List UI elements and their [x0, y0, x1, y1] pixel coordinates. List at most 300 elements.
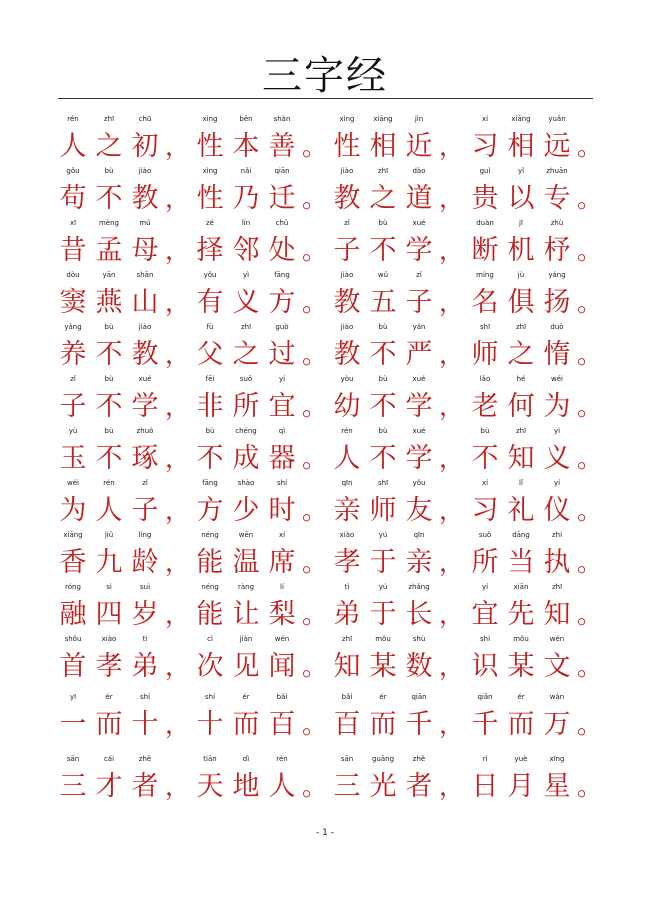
- hanzi: 四: [95, 599, 123, 630]
- hanzi: 性: [196, 183, 224, 214]
- pinyin: zhí: [551, 531, 563, 539]
- punctuation: 。: [302, 652, 328, 681]
- hanzi: 母: [131, 235, 159, 266]
- pinyin: chū: [138, 115, 152, 123]
- pinyin: wén: [274, 635, 290, 643]
- pinyin: fù: [206, 323, 214, 331]
- pinyin: yān: [102, 271, 116, 279]
- character-cell: [127, 219, 163, 269]
- hanzi: 处: [268, 235, 296, 266]
- hanzi: 机: [507, 235, 535, 266]
- pinyin: zǐ: [70, 375, 76, 383]
- punctuation: 。: [577, 392, 603, 421]
- pinyin: xí: [278, 531, 286, 539]
- pinyin: bù: [104, 167, 114, 175]
- character-cell: [401, 219, 437, 269]
- pinyin: wéi: [551, 375, 563, 383]
- hanzi: 苟: [59, 183, 87, 214]
- pinyin: xiān: [513, 583, 529, 591]
- pinyin: yí: [553, 479, 561, 487]
- punctuation: 。: [577, 340, 603, 369]
- hanzi: 义: [543, 443, 571, 474]
- hanzi: 千: [471, 709, 499, 740]
- pinyin: lǐ: [519, 479, 523, 487]
- hanzi: 子: [131, 495, 159, 526]
- hanzi: 燕: [95, 287, 123, 318]
- pinyin: zǐ: [142, 479, 148, 487]
- hanzi: 知: [507, 443, 535, 474]
- hanzi: 非: [196, 391, 224, 422]
- character-cell: [401, 271, 437, 321]
- hanzi: 教: [131, 183, 159, 214]
- pinyin: lǎo: [479, 375, 491, 383]
- hanzi: 师: [369, 495, 397, 526]
- hanzi: 学: [405, 443, 433, 474]
- hanzi: 不: [95, 339, 123, 370]
- hanzi: 不: [95, 391, 123, 422]
- hanzi: 之: [232, 339, 260, 370]
- pinyin: róng: [65, 583, 81, 591]
- hanzi: 而: [95, 709, 123, 740]
- punctuation: ，: [165, 444, 191, 473]
- pinyin: dāng: [512, 531, 530, 539]
- punctuation: 。: [302, 288, 328, 317]
- hanzi: 十: [131, 709, 159, 740]
- hanzi: 三: [59, 771, 87, 802]
- pinyin: bù: [104, 323, 114, 331]
- character-cell: [401, 323, 437, 373]
- pinyin: yǐ: [517, 167, 525, 175]
- hanzi: 天: [196, 771, 224, 802]
- pinyin: mǒu: [375, 635, 391, 643]
- pinyin: yú: [378, 583, 388, 591]
- pinyin: zhī: [377, 167, 389, 175]
- character-cell: [264, 271, 300, 321]
- hanzi: 名: [471, 287, 499, 318]
- character-cell: [127, 635, 163, 685]
- hanzi: 习: [471, 131, 499, 162]
- pinyin: hé: [516, 375, 526, 383]
- hanzi: 之: [507, 339, 535, 370]
- verse-line: [55, 115, 603, 165]
- pinyin: duàn: [476, 219, 494, 227]
- hanzi: 不: [369, 443, 397, 474]
- pinyin: zhī: [515, 323, 527, 331]
- hanzi: 严: [405, 339, 433, 370]
- character-cell: [127, 427, 163, 477]
- hanzi: 不: [369, 339, 397, 370]
- hanzi: 仪: [543, 495, 571, 526]
- pinyin: fāng: [202, 479, 218, 487]
- hanzi: 老: [471, 391, 499, 422]
- pinyin: zé: [206, 219, 214, 227]
- pinyin: zhù: [550, 219, 564, 227]
- pinyin: jiào: [138, 323, 152, 331]
- verse-line: [55, 375, 603, 425]
- punctuation: ，: [165, 710, 191, 739]
- pinyin: běn: [239, 115, 253, 123]
- hanzi: 长: [405, 599, 433, 630]
- hanzi: 父: [196, 339, 224, 370]
- character-cell: [127, 375, 163, 425]
- character-cell: [264, 167, 300, 217]
- character-cell: [401, 635, 437, 685]
- character-cell: [401, 427, 437, 477]
- hanzi: 十: [196, 709, 224, 740]
- character-cell: [127, 583, 163, 633]
- pinyin: ér: [105, 693, 113, 701]
- pinyin: jiǔ: [104, 531, 114, 539]
- hanzi: 五: [369, 287, 397, 318]
- hanzi: 学: [131, 391, 159, 422]
- pinyin: zhuān: [546, 167, 568, 175]
- pinyin: yí: [278, 375, 286, 383]
- character-cell: [539, 323, 575, 373]
- hanzi: 百: [333, 709, 361, 740]
- pinyin: fēi: [205, 375, 215, 383]
- pinyin: rén: [67, 115, 79, 123]
- pinyin: jī: [519, 219, 523, 227]
- pinyin: xīng: [549, 755, 565, 763]
- hanzi: 能: [196, 599, 224, 630]
- pinyin: qiān: [274, 167, 290, 175]
- pinyin: líng: [138, 531, 152, 539]
- pinyin: yì: [553, 427, 561, 435]
- pinyin: wēn: [238, 531, 254, 539]
- pinyin: rì: [482, 755, 488, 763]
- verse-line: [55, 271, 603, 321]
- punctuation: 。: [577, 236, 603, 265]
- punctuation: ，: [165, 652, 191, 681]
- title-divider: [58, 98, 593, 99]
- pinyin: qiān: [411, 693, 427, 701]
- pinyin: cái: [103, 755, 115, 763]
- hanzi: 孝: [333, 547, 361, 578]
- pinyin: sān: [66, 755, 80, 763]
- hanzi: 教: [333, 183, 361, 214]
- pinyin: shī: [479, 323, 491, 331]
- pinyin: yòu: [340, 375, 354, 383]
- punctuation: 。: [302, 548, 328, 577]
- pinyin: zhī: [103, 115, 115, 123]
- punctuation: ，: [165, 340, 191, 369]
- pinyin: yǒu: [203, 271, 217, 279]
- hanzi: 孝: [95, 651, 123, 682]
- pinyin: dì: [242, 755, 250, 763]
- hanzi: 而: [232, 709, 260, 740]
- hanzi: 融: [59, 599, 87, 630]
- hanzi: 人: [95, 495, 123, 526]
- hanzi: 知: [543, 599, 571, 630]
- pinyin: shī: [377, 479, 389, 487]
- hanzi: 亲: [333, 495, 361, 526]
- punctuation: ，: [439, 496, 465, 525]
- hanzi: 不: [196, 443, 224, 474]
- hanzi: 不: [471, 443, 499, 474]
- pinyin: míng: [476, 271, 494, 279]
- hanzi: 时: [268, 495, 296, 526]
- punctuation: 。: [302, 496, 328, 525]
- hanzi: 幼: [333, 391, 361, 422]
- pinyin: xiào: [101, 635, 117, 643]
- hanzi: 一: [59, 709, 87, 740]
- hanzi: 乃: [232, 183, 260, 214]
- character-cell: [127, 115, 163, 165]
- pinyin: bù: [480, 427, 490, 435]
- punctuation: ，: [439, 288, 465, 317]
- character-cell: [127, 479, 163, 529]
- character-cell: [264, 479, 300, 529]
- pinyin: xué: [138, 375, 152, 383]
- hanzi: 孟: [95, 235, 123, 266]
- punctuation: ，: [165, 772, 191, 801]
- hanzi: 性: [196, 131, 224, 162]
- hanzi: 能: [196, 547, 224, 578]
- pinyin: nǎi: [240, 167, 252, 175]
- hanzi: 地: [232, 771, 260, 802]
- hanzi: 温: [232, 547, 260, 578]
- pinyin: shǒu: [64, 635, 82, 643]
- hanzi: 本: [232, 131, 260, 162]
- pinyin: cì: [207, 635, 213, 643]
- pinyin: yì: [242, 271, 250, 279]
- hanzi: 三: [333, 771, 361, 802]
- pinyin: bù: [378, 219, 388, 227]
- hanzi: 光: [369, 771, 397, 802]
- hanzi: 于: [369, 547, 397, 578]
- pinyin: jiào: [138, 167, 152, 175]
- character-cell: [539, 271, 575, 321]
- pinyin: xué: [412, 375, 426, 383]
- character-cell: [264, 755, 300, 805]
- hanzi: 何: [507, 391, 535, 422]
- pinyin: jù: [517, 271, 525, 279]
- punctuation: 。: [577, 652, 603, 681]
- punctuation: 。: [302, 236, 328, 265]
- hanzi: 善: [268, 131, 296, 162]
- pinyin: xué: [412, 219, 426, 227]
- pinyin: jiào: [340, 167, 354, 175]
- pinyin: qīn: [341, 479, 353, 487]
- pinyin: bù: [378, 375, 388, 383]
- hanzi: 不: [95, 183, 123, 214]
- hanzi: 香: [59, 547, 87, 578]
- hanzi: 子: [59, 391, 87, 422]
- hanzi: 窦: [59, 287, 87, 318]
- hanzi: 器: [268, 443, 296, 474]
- hanzi: 万: [543, 709, 571, 740]
- pinyin: zhī: [551, 583, 563, 591]
- hanzi: 而: [369, 709, 397, 740]
- punctuation: ，: [439, 184, 465, 213]
- pinyin: wǔ: [377, 271, 389, 279]
- hanzi: 人: [59, 131, 87, 162]
- hanzi: 以: [507, 183, 535, 214]
- hanzi: 亲: [405, 547, 433, 578]
- pinyin: xìng: [339, 115, 355, 123]
- hanzi: 百: [268, 709, 296, 740]
- hanzi: 惰: [543, 339, 571, 370]
- hanzi: 贵: [471, 183, 499, 214]
- character-cell: [401, 115, 437, 165]
- pinyin: zhī: [341, 635, 353, 643]
- punctuation: ，: [439, 652, 465, 681]
- pinyin: yù: [68, 427, 78, 435]
- hanzi: 俱: [507, 287, 535, 318]
- verse-line: [55, 167, 603, 217]
- pinyin: yǒu: [412, 479, 426, 487]
- pinyin: shí: [204, 693, 216, 701]
- punctuation: 。: [302, 600, 328, 629]
- hanzi: 人: [268, 771, 296, 802]
- character-cell: [539, 115, 575, 165]
- pinyin: jiào: [340, 271, 354, 279]
- hanzi: 不: [369, 235, 397, 266]
- hanzi: 过: [268, 339, 296, 370]
- hanzi: 教: [333, 287, 361, 318]
- verse-line: [55, 635, 603, 685]
- pinyin: zǐ: [344, 219, 350, 227]
- character-cell: [539, 693, 575, 743]
- hanzi: 者: [131, 771, 159, 802]
- punctuation: ，: [165, 236, 191, 265]
- pinyin: suǒ: [478, 531, 492, 539]
- punctuation: 。: [302, 340, 328, 369]
- hanzi: 相: [507, 131, 535, 162]
- pinyin: zhuó: [136, 427, 154, 435]
- hanzi: 者: [405, 771, 433, 802]
- character-cell: [539, 531, 575, 581]
- hanzi: 断: [471, 235, 499, 266]
- hanzi: 某: [507, 651, 535, 682]
- pinyin: suì: [139, 583, 151, 591]
- pinyin: yuǎn: [548, 115, 566, 123]
- character-cell: [539, 427, 575, 477]
- pinyin: bù: [104, 375, 114, 383]
- hanzi: 道: [405, 183, 433, 214]
- pinyin: ràng: [237, 583, 255, 591]
- pinyin: mǔ: [139, 219, 151, 227]
- pinyin: xiāng: [373, 115, 393, 123]
- punctuation: ，: [165, 600, 191, 629]
- hanzi: 礼: [507, 495, 535, 526]
- pinyin: zǐ: [416, 271, 422, 279]
- pinyin: yǎng: [64, 323, 82, 331]
- punctuation: ，: [439, 340, 465, 369]
- punctuation: ，: [165, 132, 191, 161]
- hanzi: 学: [405, 235, 433, 266]
- hanzi: 有: [196, 287, 224, 318]
- pinyin: mèng: [98, 219, 119, 227]
- pinyin: xiāng: [63, 531, 83, 539]
- hanzi: 山: [131, 287, 159, 318]
- punctuation: 。: [577, 132, 603, 161]
- pinyin: wéi: [67, 479, 79, 487]
- punctuation: ，: [439, 392, 465, 421]
- character-cell: [127, 693, 163, 743]
- punctuation: ，: [165, 496, 191, 525]
- pinyin: guò: [275, 323, 289, 331]
- pinyin: tiān: [203, 755, 217, 763]
- pinyin: chǔ: [275, 219, 289, 227]
- pinyin: fāng: [274, 271, 290, 279]
- character-cell: [264, 427, 300, 477]
- punctuation: 。: [577, 600, 603, 629]
- hanzi: 先: [507, 599, 535, 630]
- character-cell: [401, 479, 437, 529]
- hanzi: 迁: [268, 183, 296, 214]
- hanzi: 不: [95, 443, 123, 474]
- punctuation: 。: [577, 710, 603, 739]
- pinyin: suǒ: [239, 375, 253, 383]
- punctuation: ，: [165, 288, 191, 317]
- pinyin: dào: [412, 167, 426, 175]
- hanzi: 梨: [268, 599, 296, 630]
- pinyin: zhǎng: [408, 583, 430, 591]
- punctuation: 。: [302, 392, 328, 421]
- pinyin: xué: [412, 427, 426, 435]
- pinyin: duò: [550, 323, 564, 331]
- pinyin: zhě: [412, 755, 426, 763]
- character-cell: [264, 375, 300, 425]
- character-cell: [539, 167, 575, 217]
- pinyin: rén: [341, 427, 353, 435]
- hanzi: 识: [471, 651, 499, 682]
- character-cell: [539, 755, 575, 805]
- pinyin: yī: [69, 693, 77, 701]
- character-cell: [539, 635, 575, 685]
- hanzi: 首: [59, 651, 87, 682]
- character-cell: [401, 531, 437, 581]
- punctuation: ，: [165, 548, 191, 577]
- punctuation: ，: [439, 236, 465, 265]
- pinyin: shí: [139, 693, 151, 701]
- hanzi: 席: [268, 547, 296, 578]
- pinyin: rén: [103, 479, 115, 487]
- hanzi: 学: [405, 391, 433, 422]
- punctuation: 。: [302, 184, 328, 213]
- pinyin: ér: [379, 693, 387, 701]
- pinyin: xìng: [202, 115, 218, 123]
- character-cell: [264, 693, 300, 743]
- hanzi: 执: [543, 547, 571, 578]
- pinyin: néng: [201, 531, 219, 539]
- hanzi: 岁: [131, 599, 159, 630]
- pinyin: yí: [481, 583, 489, 591]
- hanzi: 子: [405, 287, 433, 318]
- verse-line: [55, 583, 603, 633]
- character-cell: [401, 167, 437, 217]
- pinyin: lín: [241, 219, 251, 227]
- hanzi: 成: [232, 443, 260, 474]
- character-cell: [539, 219, 575, 269]
- pinyin: wàn: [549, 693, 565, 701]
- character-cell: [401, 693, 437, 743]
- pinyin: sān: [340, 755, 354, 763]
- hanzi: 才: [95, 771, 123, 802]
- hanzi: 月: [507, 771, 535, 802]
- hanzi: 相: [369, 131, 397, 162]
- pinyin: xìng: [202, 167, 218, 175]
- character-cell: [264, 531, 300, 581]
- pinyin: bù: [378, 427, 388, 435]
- hanzi: 师: [471, 339, 499, 370]
- character-cell: [264, 635, 300, 685]
- character-cell: [127, 531, 163, 581]
- hanzi: 闻: [268, 651, 296, 682]
- pinyin: jiào: [340, 323, 354, 331]
- punctuation: 。: [302, 772, 328, 801]
